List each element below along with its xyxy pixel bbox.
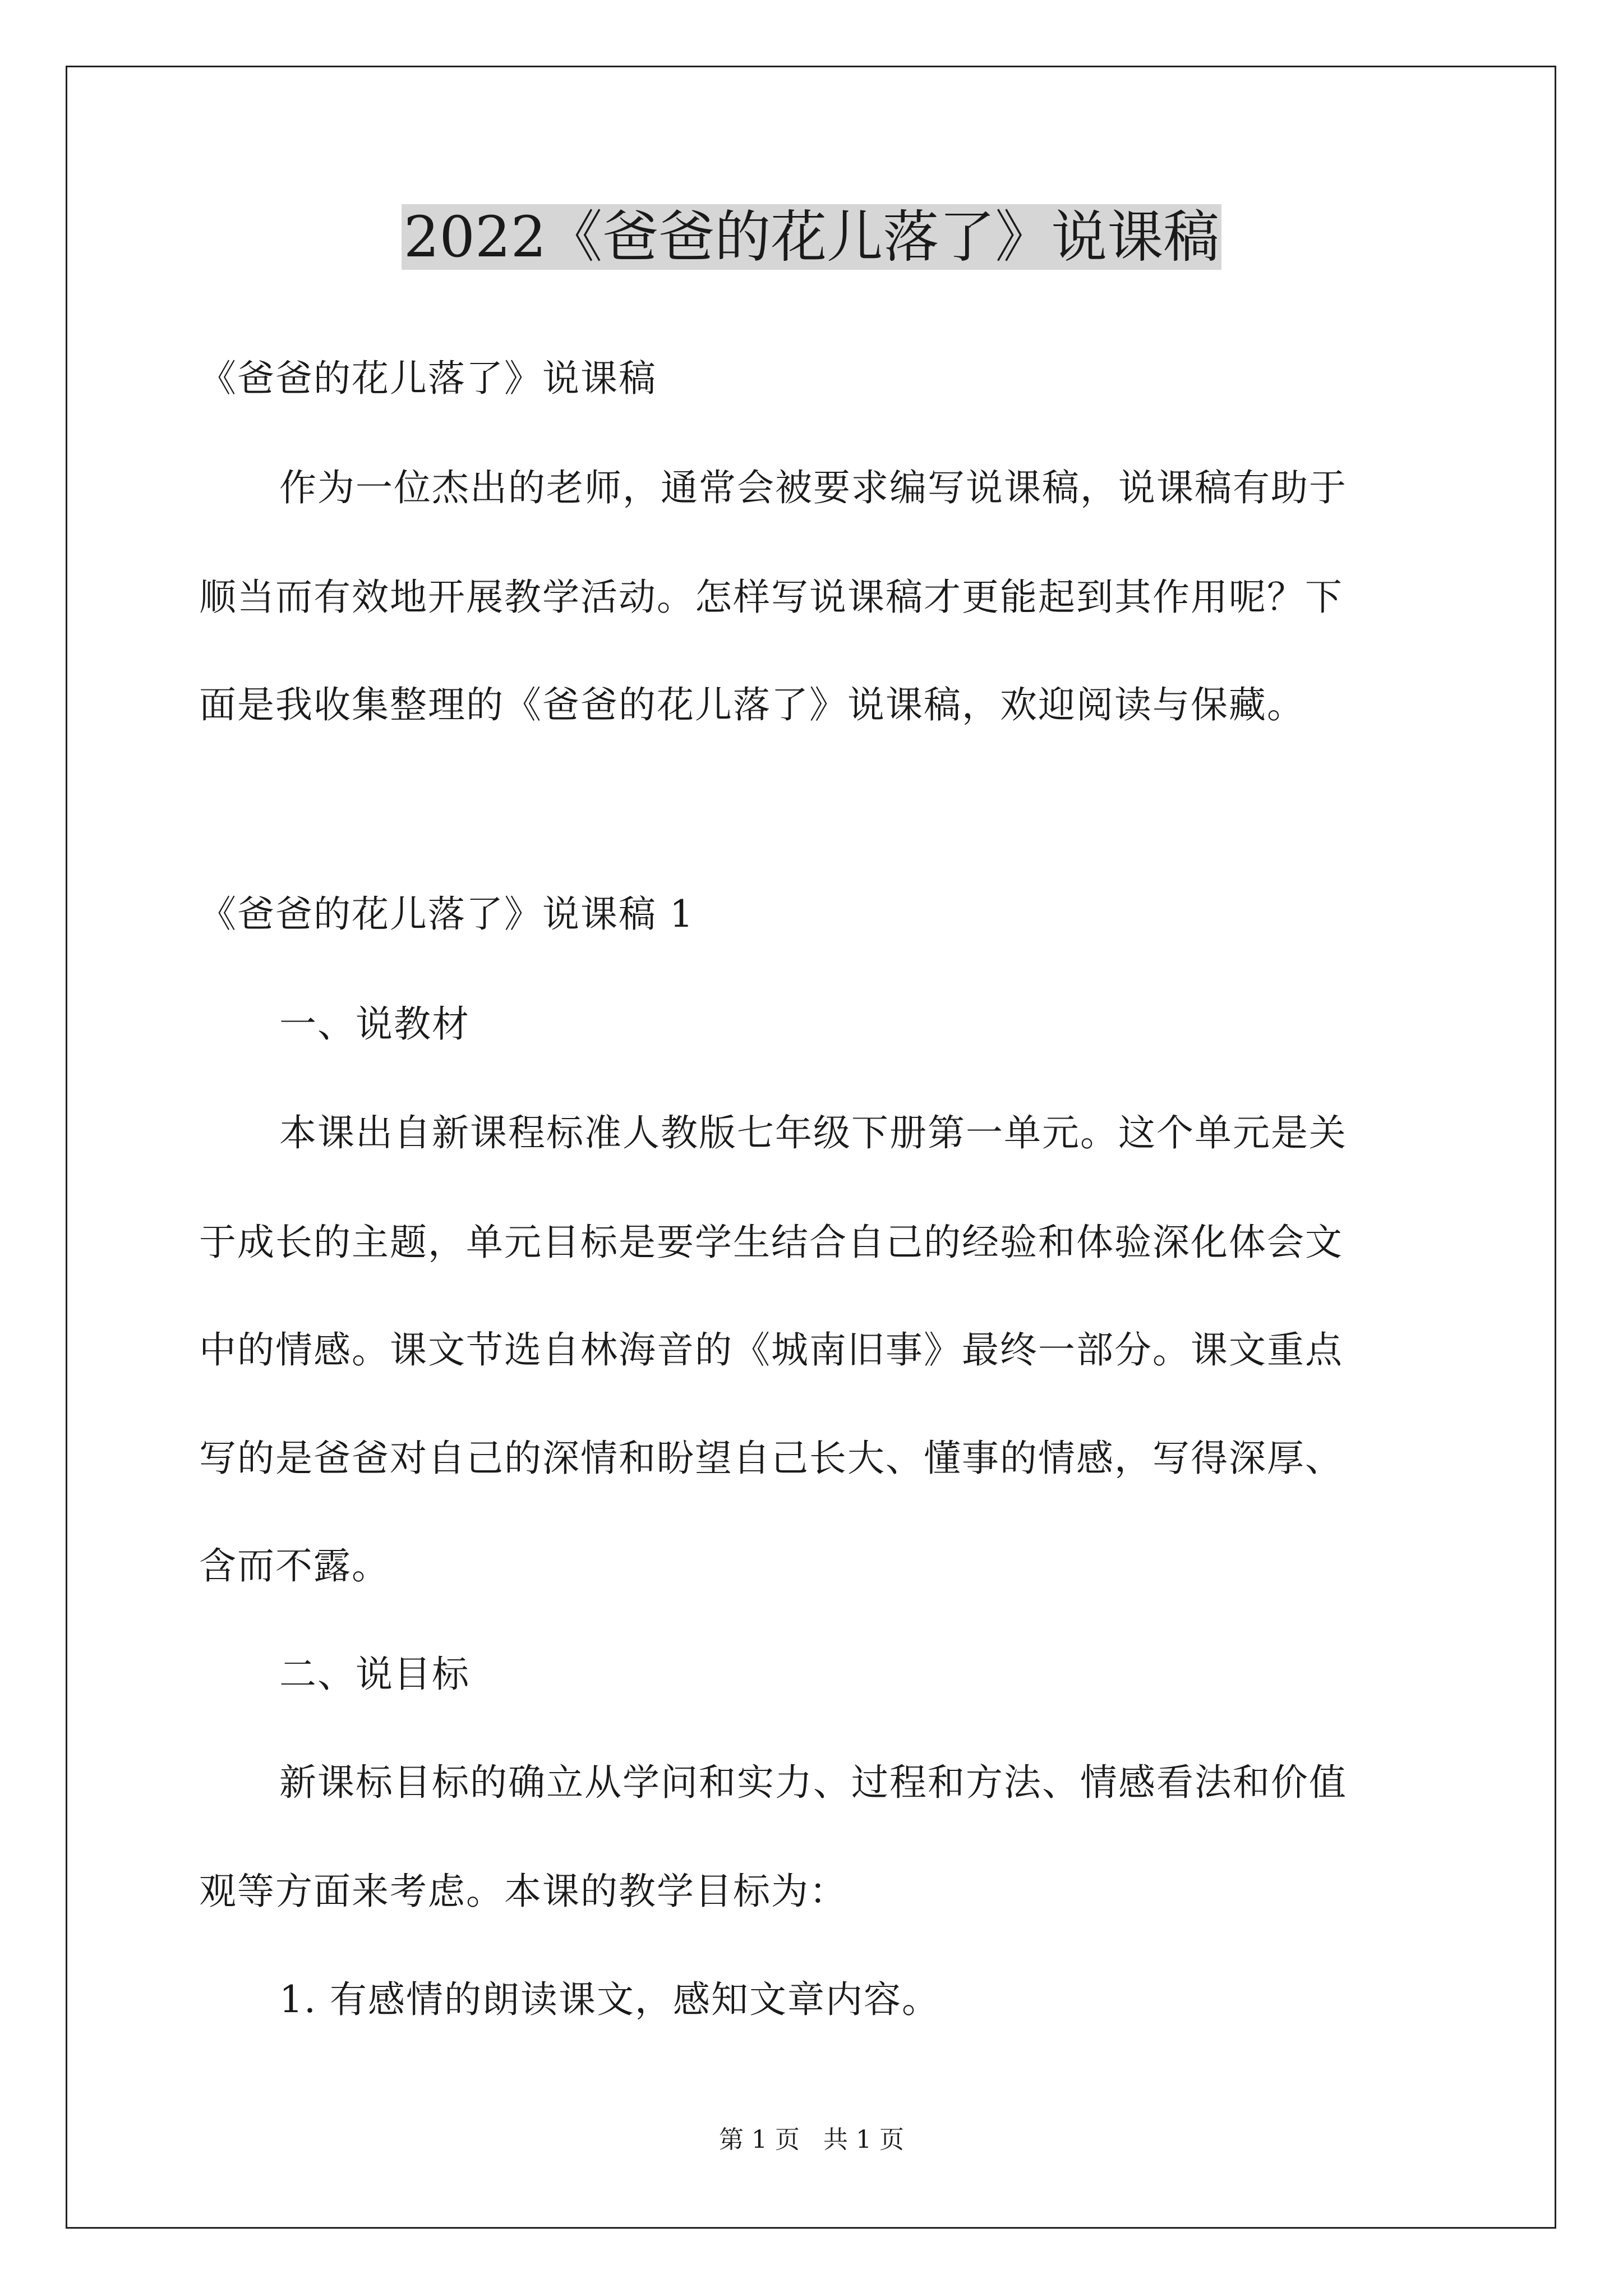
document-title [0,195,1623,279]
part2-heading: 二、说目标 [279,1653,470,1696]
document-title-text: 2022《爸爸的花儿落了》说课稿 [402,204,1222,270]
intro-line-1: 作为一位杰出的老师，通常会被要求编写说课稿，说课稿有助于 [279,466,1347,509]
part1-line-3: 中的情感。课文节选自林海音的《城南旧事》最终一部分。课文重点 [199,1328,1343,1372]
intro-line-2: 顺当而有效地开展教学活动。怎样写说课稿才更能起到其作用呢？下 [199,576,1343,619]
part2-line-1: 新课标目标的确立从学问和实力、过程和方法、情感看法和价值 [279,1761,1347,1804]
part1-line-1: 本课出自新课程标准人教版七年级下册第一单元。这个单元是关 [279,1111,1347,1154]
part1-line-2: 于成长的主题，单元目标是要学生结合自己的经验和体验深化体会文 [199,1221,1343,1264]
page-footer: 第 1 页 共 1 页 [719,2125,904,2154]
part2-line-2: 观等方面来考虑。本课的教学目标为： [199,1870,847,1913]
intro-line-3: 面是我收集整理的《爸爸的花儿落了》说课稿，欢迎阅读与保藏。 [199,683,1305,726]
goal-item-1: 1. 有感情的朗读课文，感知文章内容。 [279,1978,940,2021]
part1-line-4: 写的是爸爸对自己的深情和盼望自己长大、懂事的情感，写得深厚、 [199,1437,1343,1480]
subtitle: 《爸爸的花儿落了》说课稿 [199,357,657,400]
part1-heading: 一、说教材 [279,1002,470,1046]
part1-line-5: 含而不露。 [199,1544,390,1588]
section-heading-1: 《爸爸的花儿落了》说课稿 1 [199,892,694,936]
